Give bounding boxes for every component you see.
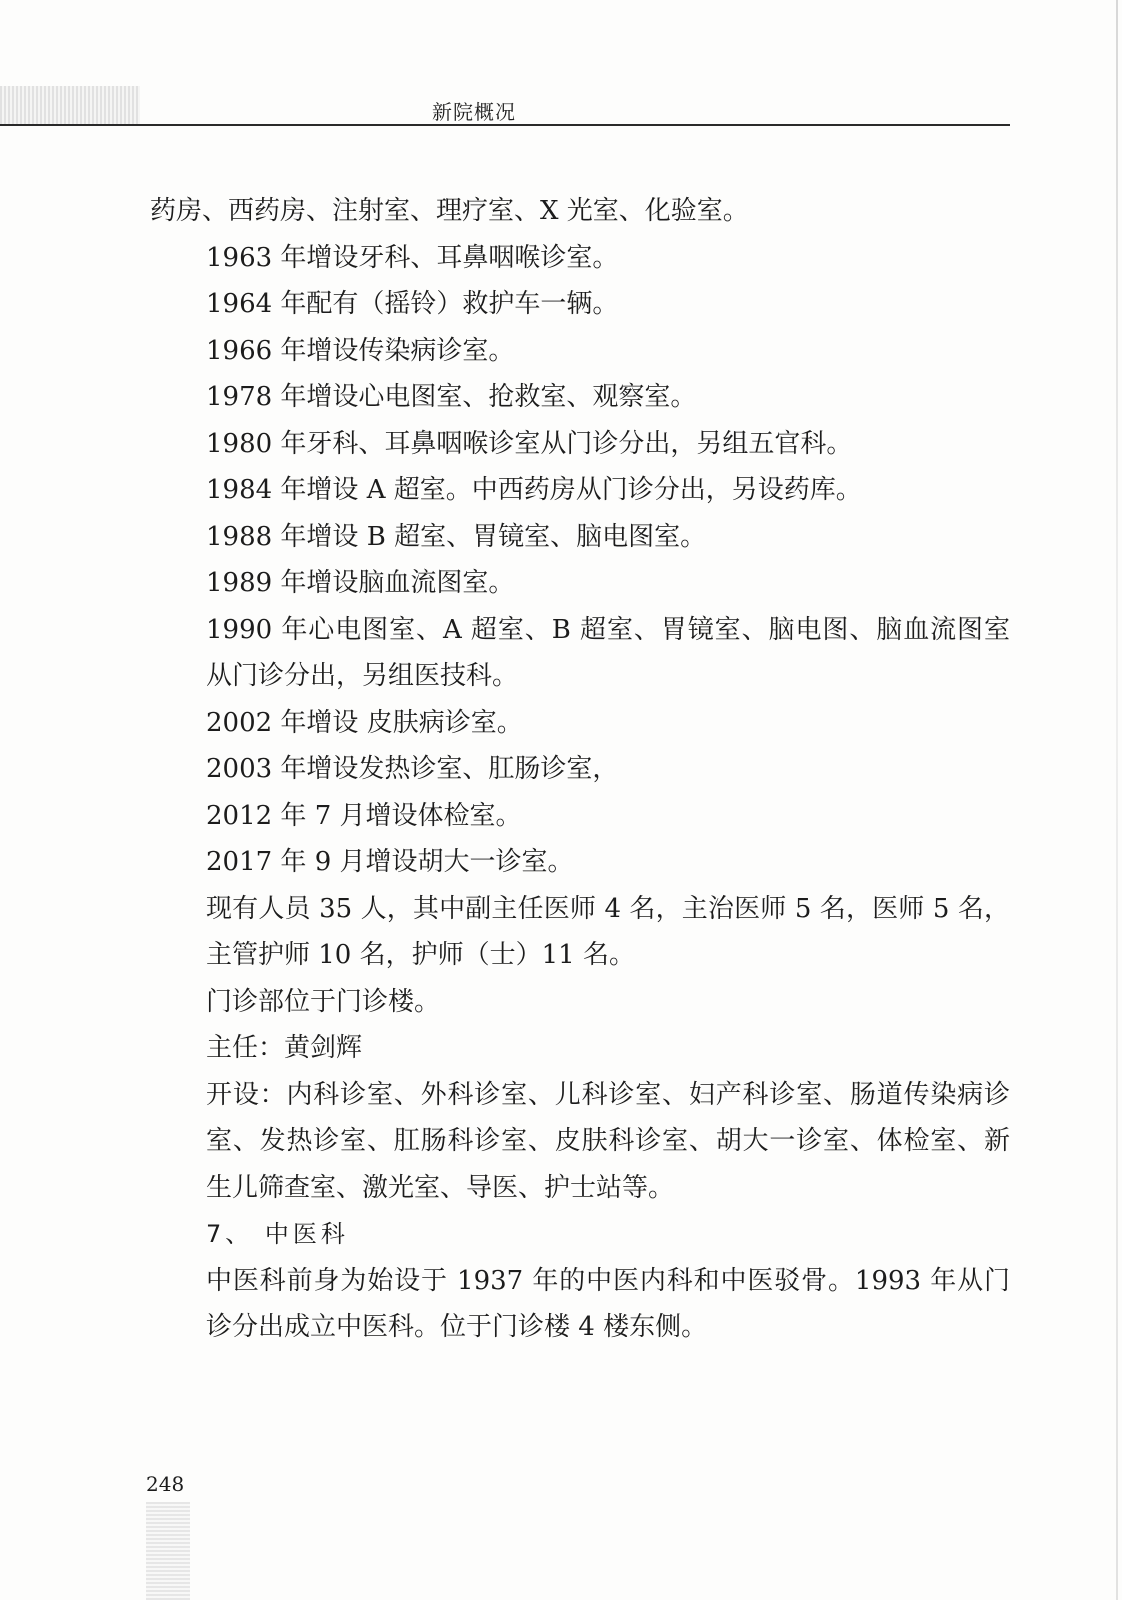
scan-artifact-top (0, 86, 140, 126)
paragraph-departments: 开设：内科诊室、外科诊室、儿科诊室、妇产科诊室、肠道传染病诊室、发热诊室、肛肠科诊室、皮肤科诊室、胡大一诊室、体检室、新生儿筛查室、激光室、导医、护士站等。 (206, 1079, 1010, 1203)
paragraph-1964: 1964 年配有（摇铃）救护车一辆。 (206, 289, 619, 319)
paragraph-2012: 2012 年 7 月增设体检室。 (206, 800, 522, 831)
paragraph-1966: 1966 年增设传染病诊室。 (206, 335, 515, 366)
paragraph-2003: 2003 年增设发热诊室、肛肠诊室， (206, 754, 619, 784)
scan-edge (1116, 0, 1118, 1600)
paragraph-1980: 1980 年牙科、耳鼻咽喉诊室从门诊分出，另组五官科。 (206, 428, 853, 459)
running-header-title: 新院概况 (432, 100, 516, 124)
paragraph-2017: 2017 年 9 月增设胡大一诊室。 (206, 847, 574, 877)
paragraph-1990: 1990 年心电图室、A 超室、B 超室、胃镜室、脑电图、脑血流图室从门诊分出，另组医技科。 (206, 614, 1010, 691)
paragraph-1989: 1989 年增设脑血流图室。 (206, 568, 515, 598)
paragraph-1988: 1988 年增设 B 超室、胃镜室、脑电图室。 (206, 521, 707, 552)
header-rule (0, 124, 1010, 126)
paragraph-staff: 现有人员 35 人，其中副主任医师 4 名，主治医师 5 名，医师 5 名，主管护师 10 名，护师（士）11 名。 (206, 893, 1010, 970)
section-text: 中医科前身为始设于 1937 年的中医内科和中医驳骨。1993 年从门诊分出成立中医科。位于门诊楼 4 楼东侧。 (206, 1265, 1010, 1342)
paragraph-1963: 1963 年增设牙科、耳鼻咽喉诊室。 (206, 242, 619, 273)
paragraph-continuation: 药房、西药房、注射室、理疗室、X 光室、化验室。 (150, 196, 749, 226)
paragraph-location: 门诊部位于门诊楼。 (206, 986, 441, 1017)
page-number: 248 (146, 1472, 185, 1496)
scan-artifact-bottom (146, 1502, 190, 1600)
body-text (150, 188, 1010, 1351)
paragraph-director: 主任：黄剑辉 (206, 1033, 363, 1063)
section-heading: 7、 中医科 (206, 1220, 349, 1248)
paragraph-2002: 2002 年增设 皮肤病诊室。 (206, 707, 523, 738)
paragraph-1978: 1978 年增设心电图室、抢救室、观察室。 (206, 382, 697, 412)
paragraph-1984: 1984 年增设 A 超室。中西药房从门诊分出，另设药库。 (206, 475, 862, 505)
